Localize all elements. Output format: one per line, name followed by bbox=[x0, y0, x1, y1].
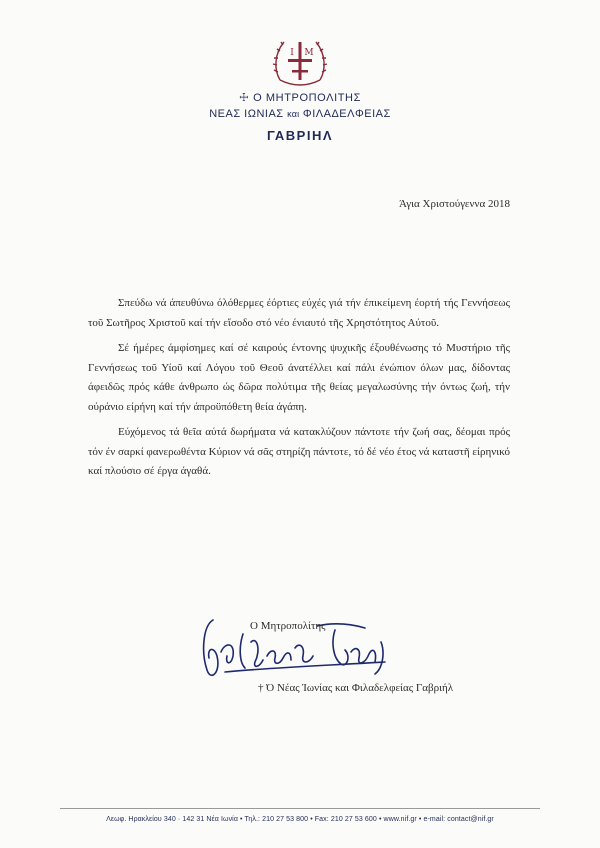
letterhead-line-2 bbox=[0, 106, 600, 122]
signature-title: Ο Μητροπολίτης bbox=[250, 620, 326, 632]
letterhead-line-1: ☩ Ο ΜΗΤΡΟΠΟΛΙΤΗΣ bbox=[238, 92, 362, 104]
seal-letter-left: Ι bbox=[290, 48, 294, 58]
letterhead-region-2: ΦΙΛΑΔΕΛΦΕΙΑΣ bbox=[302, 108, 391, 120]
letterhead-conjunction: και bbox=[287, 109, 300, 119]
signature-name: † Ό Νέας Ίωνίας και Φιλαδελφείας Γαβριήλ bbox=[258, 682, 454, 694]
letter-date: Άγια Χριστούγεννα 2018 bbox=[399, 198, 510, 210]
footer-divider bbox=[60, 808, 540, 809]
letterhead-region-1: ΝΕΑΣ ΙΩΝΙΑΣ bbox=[209, 108, 284, 120]
letter-body bbox=[88, 294, 510, 488]
seal-letter-right: Μ bbox=[304, 48, 314, 58]
body-paragraph: Σέ ήμέρες άμφίσημες καί σέ καιρούς έντονης ψυχικῆς έξουθένωσης τό Μυστήριο τῆς Γεννήσεως τοῦ Υίοῦ καί Λόγου τοῦ Θεοῦ άνατέλλει καί πάλι ένώπιον όλων μας, δίδοντας άφειδῶς πρός κάθε άνθρωπο ώς δῶρα πολύτιμα τῆς θείας μεγαλωσύνης τήν όντως ζωή, τήν ούράνιο είρήνη καί τήν άπροϋπόθετη θεία άγάπη. bbox=[88, 342, 510, 413]
body-paragraph: Εύχόμενος τά θεῖα αύτά δωρήματα νά κατακλύζουν πάντοτε τήν ζωή σας, δέομαι πρός τόν έν σαρκί φανερωθέντα Κύριον νά σᾶς στηρίζη πάντοτε, τό δέ νέο έτος νά καταστῆ είρηνικό καί πλούσιο σέ έργα άγαθά. bbox=[88, 426, 510, 477]
footer-contact: Λεωφ. Ηρακλείου 340 · 142 31 Νέα Ιωνία • Τηλ.: 210 27 53 800 • Fax: 210 27 53 600 • www.nif.gr • e-mail: contact@nif.gr bbox=[106, 816, 494, 823]
body-paragraph: Σπεύδω νά άπευθύνω όλόθερμες έόρτιες εύχές γιά τήν έπικείμενη έορτή τής Γεννήσεως τοῦ Σωτῆρος Χριστοῦ καί τήν εἴσοδο στό νέο ένιαυτό τῆς Χρηστότητος Αύτοῦ. bbox=[88, 297, 510, 329]
letterhead-name: ΓΑΒΡΙΗΛ bbox=[266, 128, 334, 143]
letterhead bbox=[0, 90, 600, 146]
metropolis-seal-icon bbox=[270, 32, 330, 92]
